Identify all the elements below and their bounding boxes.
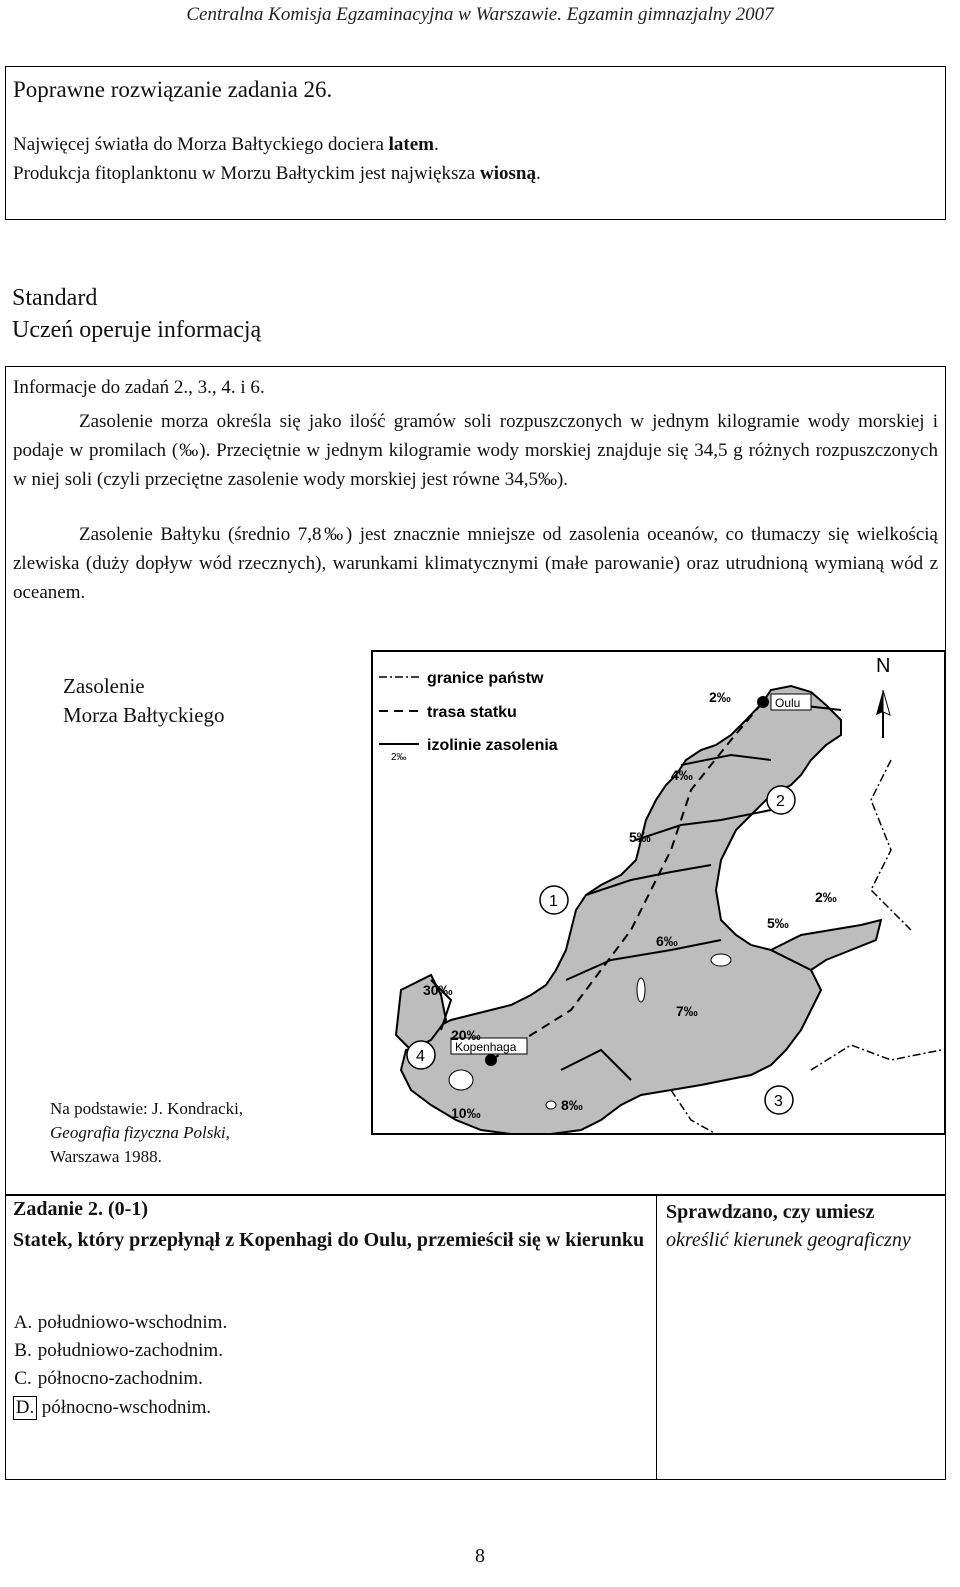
svg-text:2: 2	[776, 793, 785, 810]
answer-option-b[interactable]: B. południowo-zachodnim.	[14, 1340, 223, 1361]
isoline-label: 5‰	[767, 915, 789, 931]
task-question: Statek, który przepłynął z Kopenhagi do Oulu, przemieścił się w kierunku	[13, 1229, 645, 1251]
oulu-marker-icon	[757, 696, 769, 708]
isoline-label: 6‰	[656, 933, 678, 949]
map-title-line-2: Morza Bałtyckiego	[63, 703, 225, 727]
isoline-label: 5‰	[629, 829, 651, 845]
svg-text:1: 1	[549, 893, 558, 910]
region-marker	[540, 886, 568, 914]
answer-option-a[interactable]: A. południowo-wschodnim.	[13, 1312, 228, 1333]
isoline-label: 4‰	[671, 767, 693, 783]
isoline-label: 2‰	[815, 889, 837, 905]
skill-check	[666, 1198, 941, 1254]
page-number: 8	[475, 1545, 485, 1567]
column-divider	[656, 1195, 657, 1479]
info-heading: Informacje do zadań 2., 3., 4. i 6.	[13, 377, 265, 398]
legend-route-label: trasa statku	[427, 704, 517, 721]
isoline-label: 8‰	[561, 1097, 583, 1113]
city-oulu: Oulu	[775, 696, 801, 710]
legend-isolines-label: izolinie zasolenia	[427, 737, 558, 754]
map-title-line-1: Zasolenie	[63, 674, 145, 698]
north-label: N	[876, 655, 891, 677]
info-paragraph-1: Zasolenie morza określa się jako ilość gramów soli rozpuszczonych w jednym kilogramie wody morskiej i podaje w promilach (‰). Przeciętnie w jednym kilogramie wody morskiej znajduje się 34,5 g różnych rozpuszczonych w niej soli (czyli przeciętne zasolenie wody morskiej jest równe 34,5‰).	[13, 411, 938, 490]
map-source	[50, 1097, 243, 1169]
info-box	[5, 366, 946, 1196]
check-title: Sprawdzano, czy umiesz	[666, 1201, 875, 1223]
source-line-1: Na podstawie: J. Kondracki,	[50, 1099, 244, 1118]
page-header: Centralna Komisja Egzaminacyjna w Warszawie. Egzamin gimnazjalny 2007	[186, 4, 774, 25]
svg-text:4: 4	[416, 1048, 425, 1065]
source-line-2: Geografia fizyczna Polski,	[50, 1123, 230, 1142]
isoline-label: 2‰	[709, 689, 731, 705]
map-title	[63, 672, 225, 730]
check-skill: określić kierunek geograficzny	[666, 1229, 911, 1251]
svg-text:3: 3	[774, 1093, 783, 1110]
info-paragraph-2: Zasolenie Bałtyku (średnio 7,8‰) jest znacznie mniejsze od zasolenia oceanów, co tłumaczy się wielkością zlewiska (duży dopływ wód rzecznych), warunkami klimatycznymi (małe parowanie) oraz utrudnioną wymianą wód z oceanem.	[13, 524, 938, 603]
region-marker	[407, 1041, 435, 1069]
standard-subtitle: Uczeń operuje informacją	[12, 317, 262, 343]
region-marker	[767, 786, 795, 814]
baltic-salinity-map	[371, 650, 946, 1135]
isoline-label: 20‰	[451, 1027, 481, 1043]
correct-answer-box: D.	[13, 1396, 37, 1420]
copenhagen-marker-icon	[485, 1054, 497, 1066]
legend-borders-label: granice państw	[427, 670, 544, 687]
task-box	[5, 1194, 946, 1480]
isoline-label: 30‰	[423, 982, 453, 998]
isoline-label: 7‰	[676, 1003, 698, 1019]
region-marker	[765, 1086, 793, 1114]
solution-box	[5, 66, 946, 220]
solution-title: Poprawne rozwiązanie zadania 26.	[13, 77, 333, 102]
answer-option-c[interactable]: C. północno-zachodnim.	[14, 1368, 203, 1389]
isoline-label: 10‰	[451, 1105, 481, 1121]
answer-option-d[interactable]: D. północno-wschodnim.	[13, 1396, 211, 1420]
city-copenhagen: Kopenhaga	[455, 1040, 517, 1054]
legend-sample-label: 2‰	[391, 752, 407, 763]
standard-title: Standard	[12, 285, 98, 311]
task-title: Zadanie 2. (0-1)	[13, 1198, 148, 1220]
solution-line-1: Najwięcej światła do Morza Bałtyckiego dociera latem.	[13, 134, 439, 155]
solution-line-2: Produkcja fitoplanktonu w Morzu Bałtyckim jest największa wiosną.	[13, 163, 541, 184]
source-line-3: Warszawa 1988.	[50, 1147, 162, 1166]
